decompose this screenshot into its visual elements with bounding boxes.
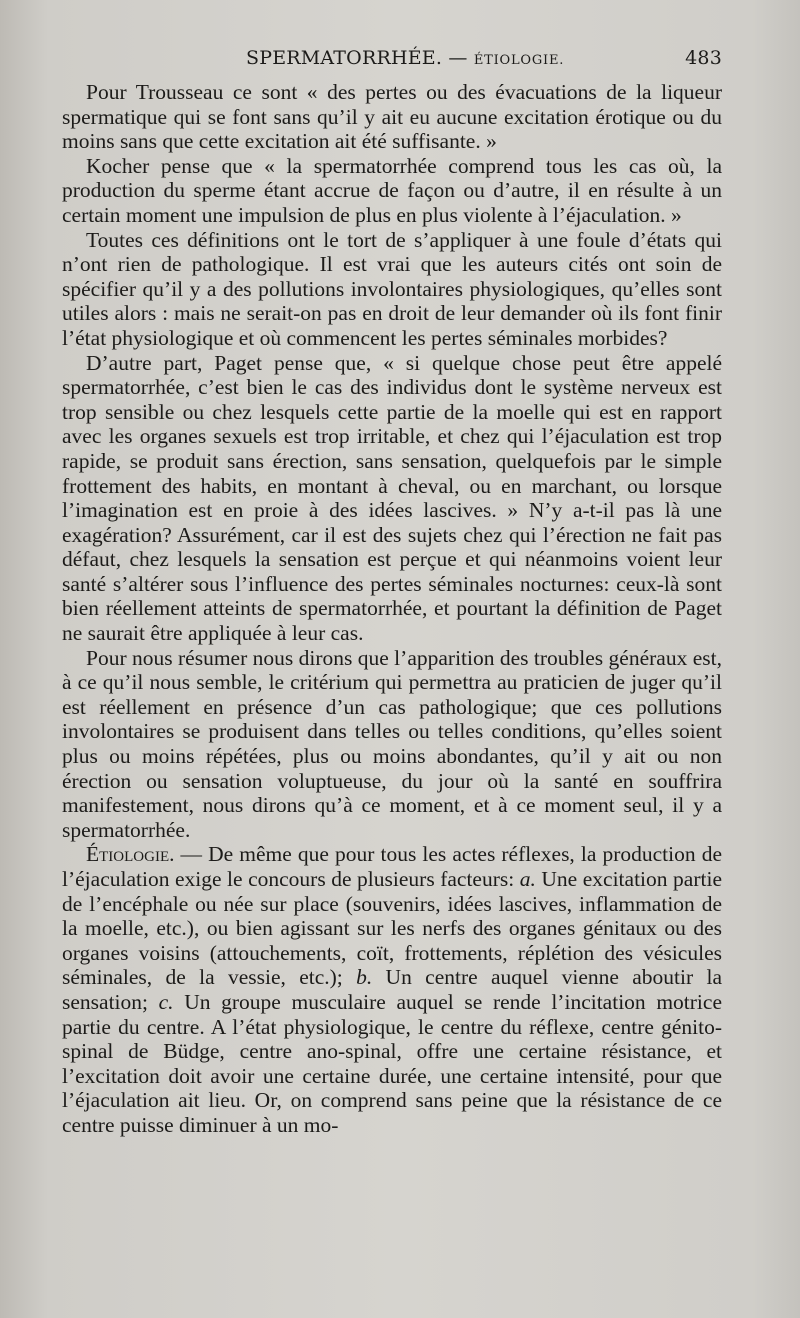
etiology-text-1: — De même que pour tous les actes réflexes, la production de l’éjaculation exige le concours de plusieurs facteurs: (62, 842, 722, 891)
running-title-section: ÉTIOLOGIE. (473, 53, 565, 68)
running-header (62, 47, 722, 73)
etiology-marker-b: b. (356, 965, 373, 990)
etiology-marker-c: c. (158, 989, 174, 1014)
paragraph-trousseau: Pour Trousseau ce sont « des pertes ou des évacuations de la liqueur spermatique qui se font sans qu’il y ait eu aucune excitation érotique ou du moins sans que cette excitation ait été suffisante. » (62, 80, 722, 154)
paragraph-kocher: Kocher pense que « la spermatorrhée comprend tous les cas où, la production du sperme étant accrue de façon ou d’autre, il en résulte à un certain moment une impulsion de plus en plus violente à l’éjaculation. » (62, 153, 722, 227)
paragraph-definitions: Toutes ces définitions ont le tort de s’appliquer à une foule d’états qui n’ont rien de pathologique. Il est vrai que les auteurs cités ont soin de spécifier qu’il y a des pollutions involontaires physiologiques, qu’elles sont utiles alors : mais ne serait-on pas en droit de leur demander où ils font finir l’état physiologique et où commencent les pertes séminales morbides? (62, 227, 722, 350)
paragraph-paget: D’autre part, Paget pense que, « si quelque chose peut être appelé spermatorrhée, c’est bien le cas des individus dont le système nerveux est trop sensible ou chez lesquels cette partie de la moelle qui est en rapport avec les organes sexuels est trop irritable, et chez qui l’éjaculation est trop rapide, se produit sans érection, sans sensation, quelquefois par le simple frottement des habits, en montant à cheval, ou en marchant, ou lorsque l’imagination est en proie à des idées lascives. » N’y a-t-il pas là une exagération? Assurément, car il est des sujets chez qui l’érection ne fait pas défaut, chez lesquels la sensation est perçue et qui néanmoins voient leur santé s’altérer sous l’influence des pertes séminales nocturnes: ceux-là sont bien réellement atteints de spermatorrhée, et pourtant la définition de Paget ne saurait être appliquée à leur cas. (62, 350, 722, 646)
etiology-text-2: Une excitation partie de l’encéphale ou née sur place (souvenirs, idées lascives, inflammation de la moelle, etc.), ou bien agissant sur les nerfs des organes génitaux ou des organes voisins (attouchements, coït, frottements, réplétion des vésicules séminales, de la vessie, etc.); (62, 867, 722, 990)
running-title-main: SPERMATORRHÉE. — (246, 47, 468, 69)
body-text (62, 80, 722, 1138)
paragraph-summary: Pour nous résumer nous dirons que l’apparition des troubles généraux est, à ce qu’il nous semble, le critérium qui permettra au praticien de juger qu’il est réellement en présence d’un cas pathologique; que ces pollutions involontaires se produisent dans telles ou telles conditions, qu’elles soient plus ou moins répétées, plus ou moins abondantes, qu’il y ait ou non érection ou sensation voluptueuse, du jour où la santé en souffrira manifestement, nous dirons qu’à ce moment, et à ce moment seul, il y a spermatorrhée. (62, 645, 722, 842)
paragraph-etiology (62, 842, 722, 1137)
etiology-marker-a: a. (519, 867, 536, 891)
running-title (246, 47, 564, 69)
etiology-text-4: Un groupe musculaire auquel se rende l’incitation motrice partie du centre. A l’état physiologique, le centre du réflexe, centre génito-spinal de Büdge, centre ano-spinal, offre une certaine résistance, et l’excitation doit avoir une certaine durée, une certaine intensité, pour que l’éjaculation ait lieu. Or, on comprend sans peine que la résistance de ce centre puisse diminuer à un mo- (62, 989, 722, 1137)
page-number: 483 (685, 47, 722, 69)
etiology-heading: Étiologie. (86, 842, 175, 867)
etiology-text-3: Un centre auquel vienne aboutir la sensation; (62, 965, 722, 1014)
